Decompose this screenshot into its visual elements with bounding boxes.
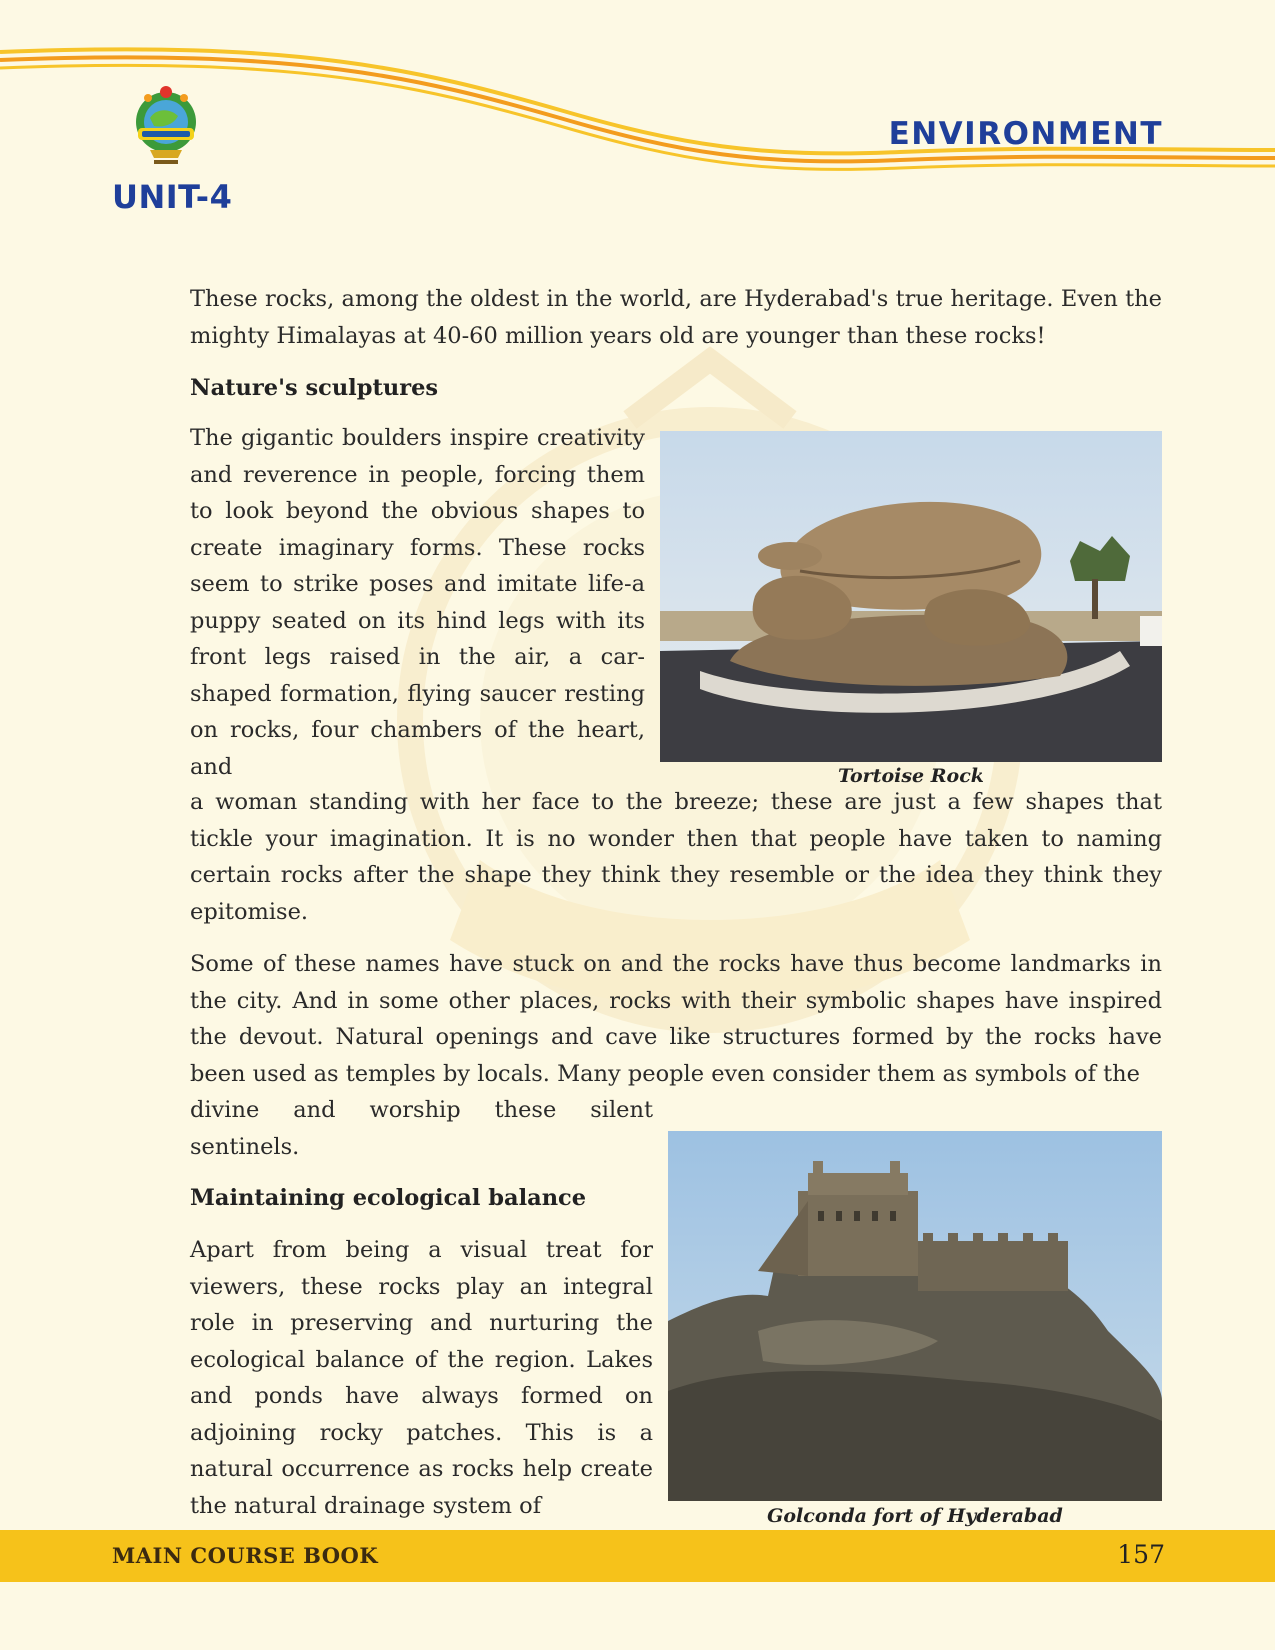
golconda-fort-photo xyxy=(668,1131,1162,1501)
sculptures-paragraph-part1: The gigantic boulders inspire creativity and reverence in people, forcing them to look beyond the obvious shapes to create imaginary forms. These rocks seem to strike poses and imitate life-a puppy seated on its hind legs with its front legs raised in the air, a car-shaped formation, flying saucer resting on rocks, four chambers of the heart, and xyxy=(190,425,645,780)
unit-label: UNIT-4 xyxy=(112,178,233,216)
school-emblem-icon xyxy=(120,78,212,170)
tortoise-rock-caption: Tortoise Rock xyxy=(838,765,984,787)
sculptures-paragraph-part2: a woman standing with her face to the breeze; these are just a few shapes that tickle your imagination. It is no wonder then that people have taken to naming certain rocks after the shape they think they resemble or the idea they think they epitomise. xyxy=(190,789,1162,925)
page-number: 157 xyxy=(1117,1540,1165,1569)
ecology-paragraph: Apart from being a visual treat for viewers, these rocks play an integral role in preserving and nurturing the ecological balance of the region. Lakes and ponds have always formed on adjoining rocky patches. This is a natural occurrence as rocks help create the natural drainage system of xyxy=(190,1237,653,1519)
unit-title: ENVIRONMENT xyxy=(888,116,1163,152)
tortoise-rock-photo xyxy=(660,431,1162,762)
ecology-heading: Maintaining ecological balance xyxy=(190,1185,587,1211)
intro-paragraph: These rocks, among the oldest in the world, are Hyderabad's true heritage. Even the mighty Himalayas at 40-60 million years old are younger than these rocks! xyxy=(190,286,1162,349)
landmarks-paragraph-part2: divine and worship these silent sentinels. xyxy=(190,1097,653,1160)
golconda-fort-caption: Golconda fort of Hyderabad xyxy=(767,1505,1063,1527)
sculptures-heading: Nature's sculptures xyxy=(190,375,439,401)
footer-book-title: MAIN COURSE BOOK xyxy=(112,1543,379,1568)
landmarks-paragraph-part1: Some of these names have stuck on and the rocks have thus become landmarks in the city. And in some other places, rocks with their symbolic shapes have inspired the devout. Natural openings and cave like structures formed by the rocks have been used as temples by locals. Many people even consider them as symbols of the xyxy=(190,951,1162,1087)
